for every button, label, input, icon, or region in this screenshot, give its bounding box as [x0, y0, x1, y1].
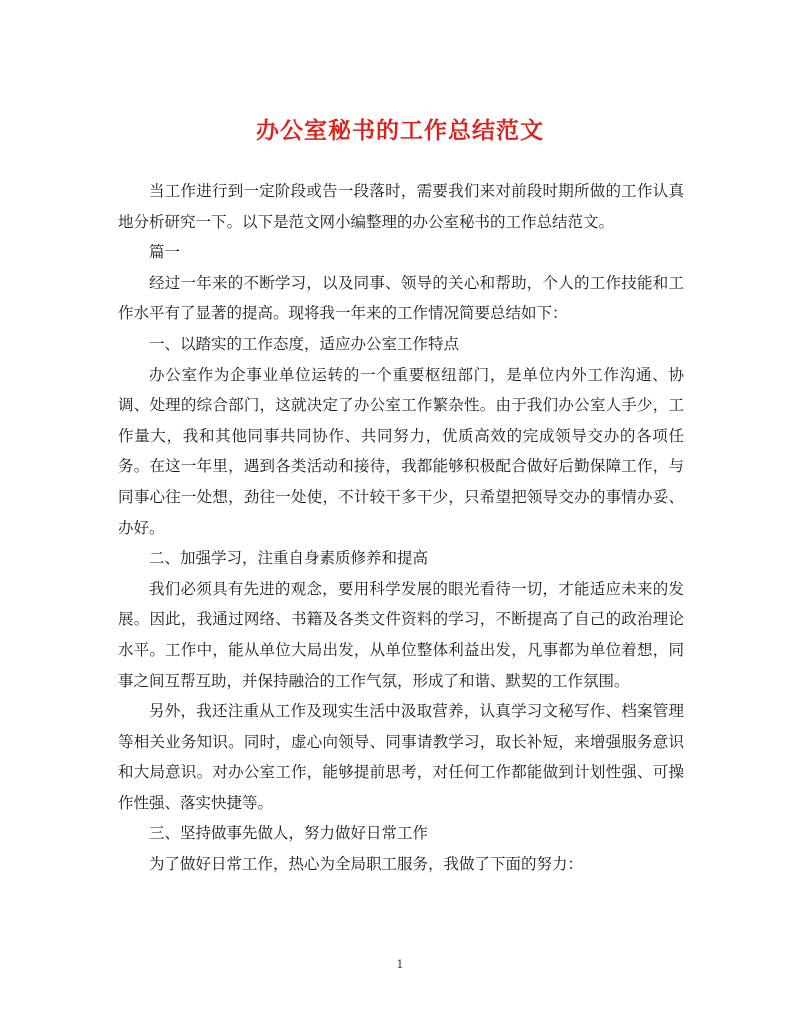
body-paragraph: 经过一年来的不断学习，以及同事、领导的关心和帮助，个人的工作技能和工作水平有了显著的提高。现将我一年来的工作情况简要总结如下： — [118, 273, 684, 323]
page-number: 1 — [396, 958, 404, 971]
section-heading: 三、坚持做事先做人，努力做好日常工作 — [149, 824, 429, 843]
section-heading: 一、以踏实的工作态度，适应办公室工作特点 — [149, 334, 460, 353]
body-paragraph: 办公室作为企事业单位运转的一个重要枢纽部门，是单位内外工作沟通、协调、处理的综合部门，这就决定了办公室工作繁杂性。由于我们办公室人手少，工作量大，我和其他同事共同协作、共同努力，优质高效的完成领导交办的各项任务。在这一年里，遇到各类活动和接待，我都能够积极配合做好后勤保障工作，与同事心往一处想，劲往一处使，不计较干多干少，只希望把领导交办的事情办妥、办好。 — [118, 365, 684, 537]
document-body — [118, 176, 684, 880]
body-paragraph: 另外，我还注重从工作及现实生活中汲取营养，认真学习文秘写作、档案管理等相关业务知识。同时，虚心向领导、同事请教学习，取长补短，来增强服务意识和大局意识。对办公室工作，能够提前思考，对任何工作都能做到计划性强、可操作性强、落实快捷等。 — [118, 702, 684, 812]
body-paragraph: 为了做好日常工作，热心为全局职工服务，我做了下面的努力： — [149, 855, 584, 874]
section-label: 篇一 — [149, 243, 181, 262]
section-heading: 二、加强学习，注重自身素质修养和提高 — [149, 549, 429, 568]
body-paragraph: 我们必须具有先进的观念，要用科学发展的眼光看待一切，才能适应未来的发展。因此，我通过网络、书籍及各类文件资料的学习，不断提高了自己的政治理论水平。工作中，能从单位大局出发，从单位整体利益出发，凡事都为单位着想，同事之间互帮互助，并保持融洽的工作气氛，形成了和谐、默契的工作氛围。 — [118, 579, 684, 690]
intro-paragraph: 当工作进行到一定阶段或告一段落时，需要我们来对前段时期所做的工作认真地分析研究一下。以下是范文网小编整理的办公室秘书的工作总结范文。 — [118, 182, 684, 231]
document-title: 办公室秘书的工作总结范文 — [256, 117, 544, 144]
